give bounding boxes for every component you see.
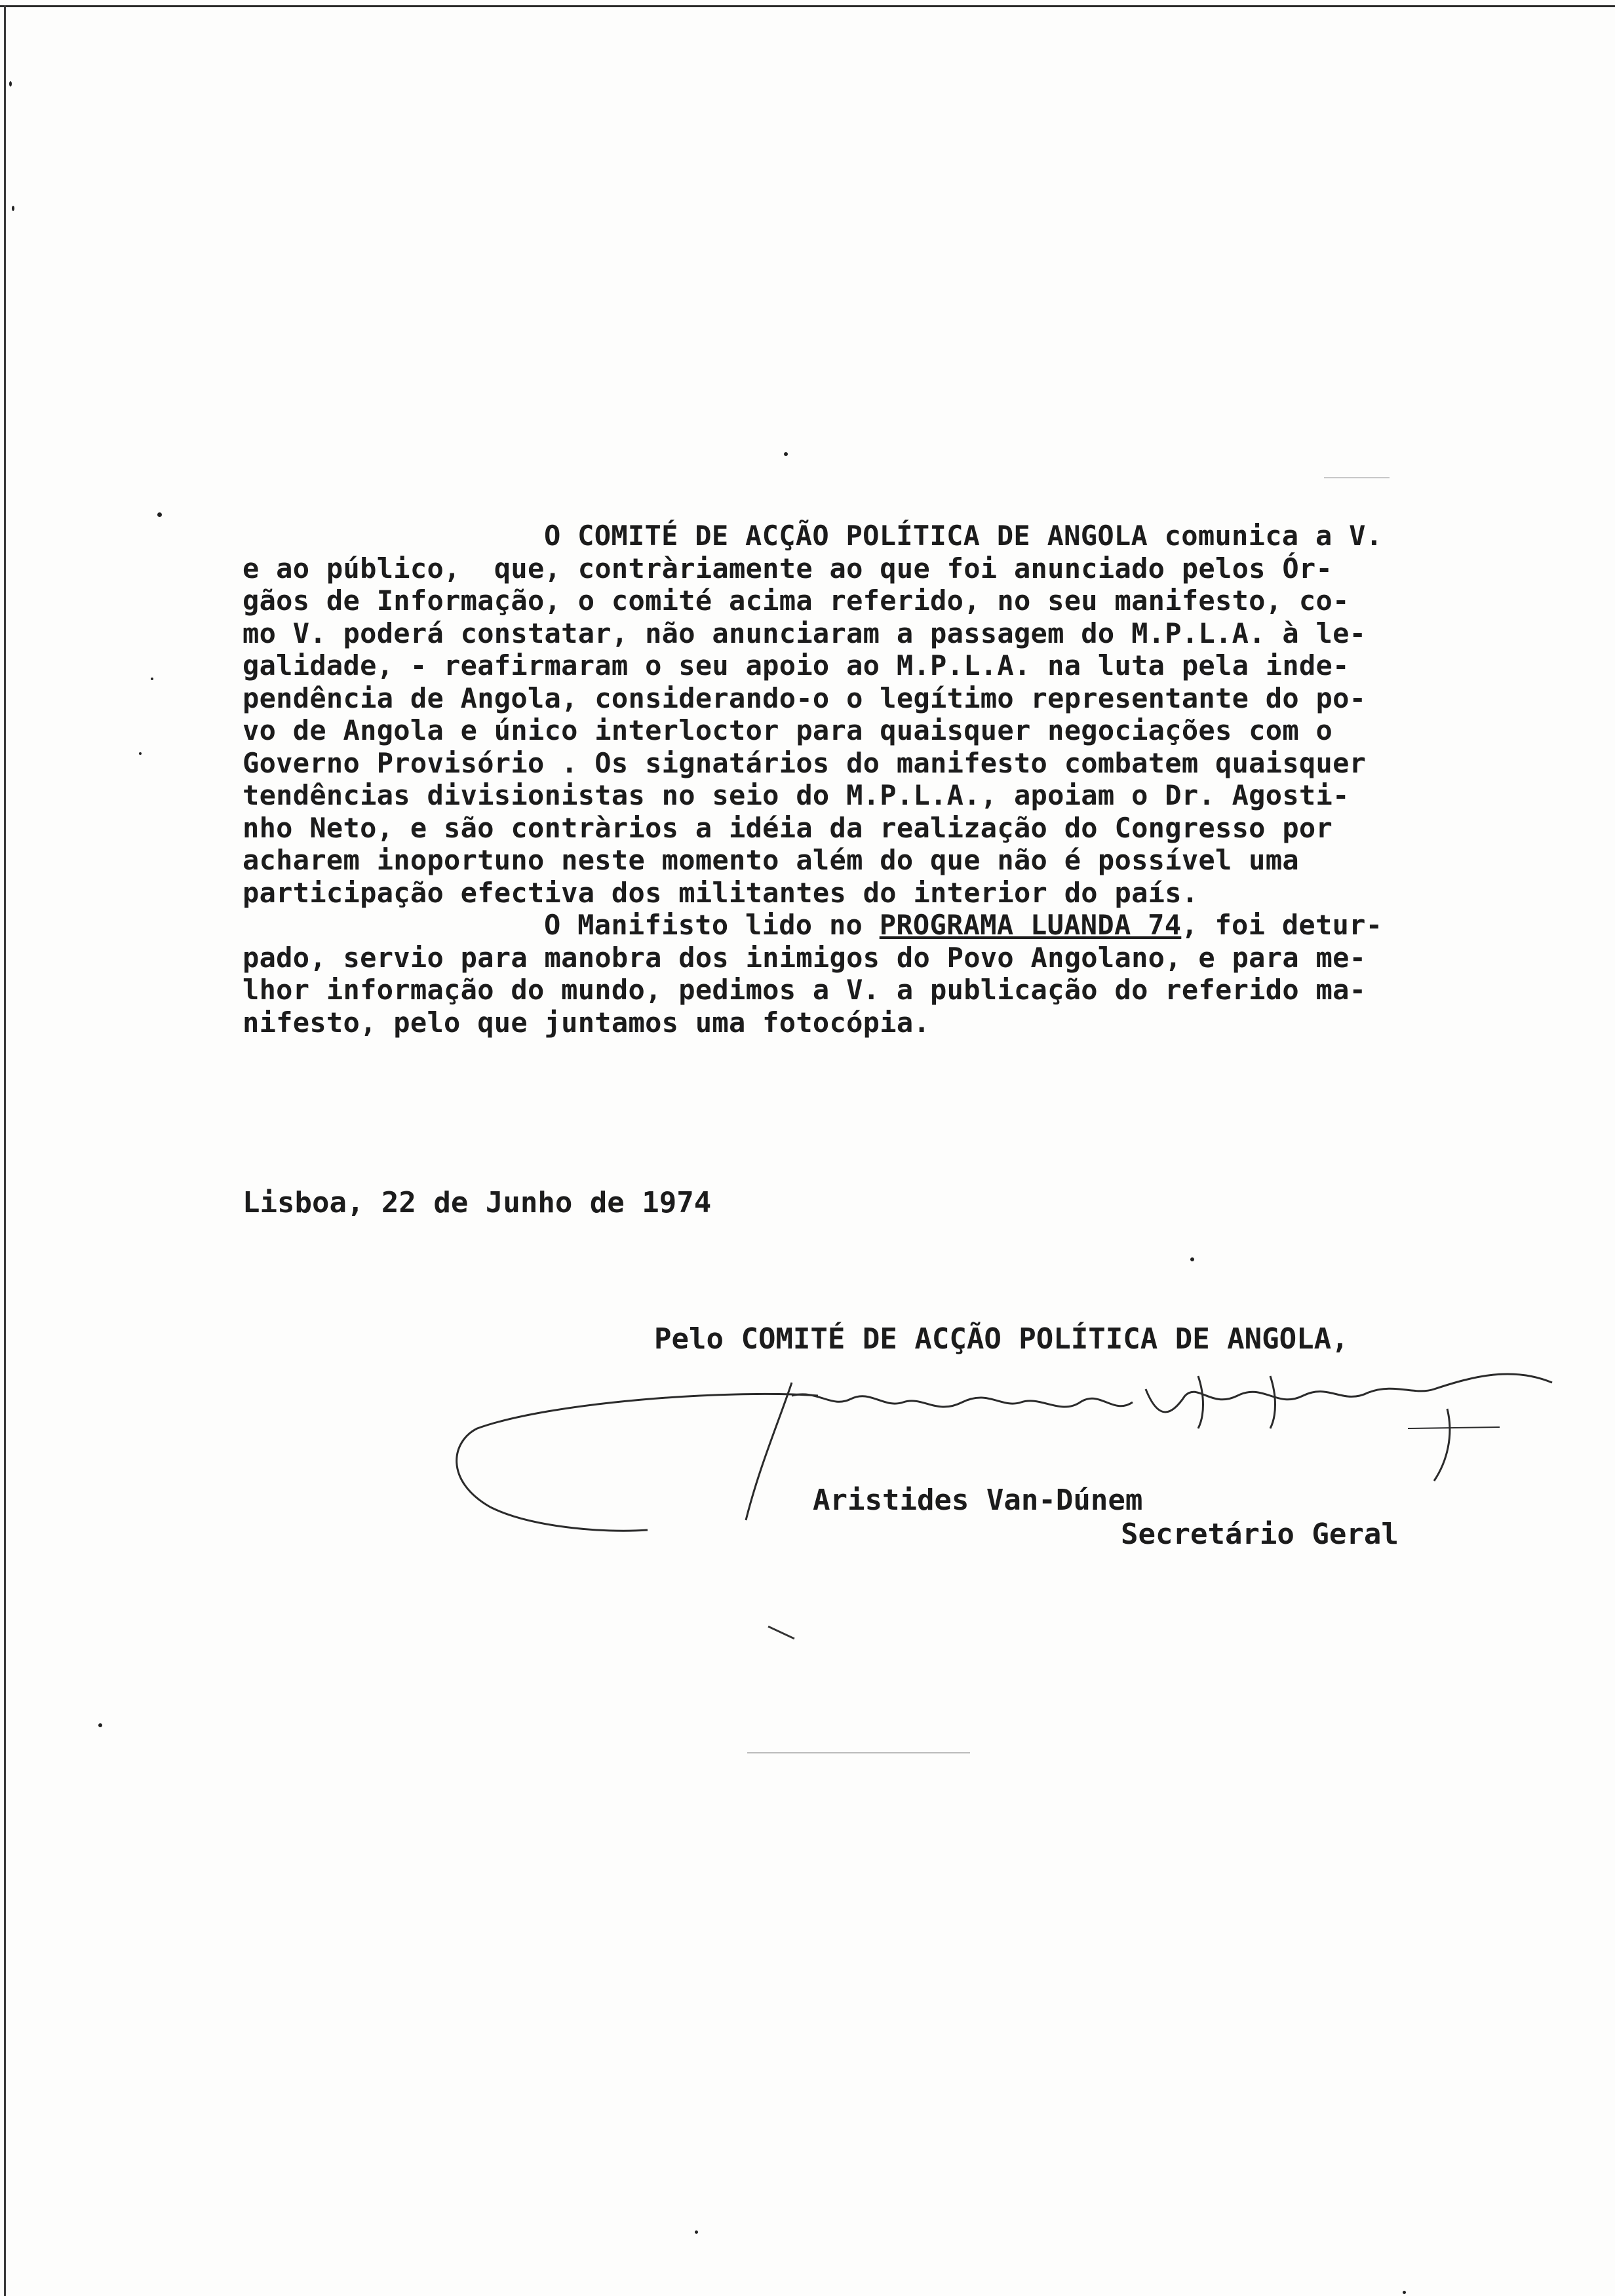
- signatory-title: Secretário Geral: [1121, 1518, 1399, 1551]
- page-left-edge: [4, 5, 6, 2296]
- letter-body: [243, 520, 1606, 1039]
- scan-mark: [1324, 477, 1390, 478]
- paragraph-2-line: nifesto, pelo que juntamos uma fotocópia.: [243, 1006, 931, 1039]
- scan-speck: [98, 1723, 102, 1727]
- scan-speck: [139, 752, 142, 755]
- paragraph-1-line: Governo Provisório . Os signatários do manifesto combatem quaisquer: [243, 746, 1367, 779]
- scan-speck: [784, 452, 788, 456]
- paragraph-2-prefix: O Manifisto lido no: [544, 909, 880, 941]
- page-top-edge: [0, 5, 1615, 7]
- scan-speck: [151, 678, 153, 680]
- paragraph-1-line: pendência de Angola, considerando-o o legítimo representante do po-: [243, 681, 1367, 714]
- scan-speck: [695, 2230, 698, 2234]
- paragraph-2-suffix: , foi detur-: [1181, 909, 1383, 941]
- scan-speck: [9, 81, 12, 86]
- paragraph-2-first-line: [243, 909, 1606, 942]
- paragraph-1-line: O COMITÉ DE ACÇÃO POLÍTICA DE ANGOLA comunica a V.: [544, 520, 1383, 552]
- signature-organization: Pelo COMITÉ DE ACÇÃO POLÍTICA DE ANGOLA,: [654, 1322, 1349, 1356]
- scan-mark: [768, 1626, 794, 1639]
- paragraph-1-line: tendências divisionistas no seio do M.P.L.A., apoiam o Dr. Agosti-: [243, 779, 1350, 811]
- paragraph-2-line: lhor informação do mundo, pedimos a V. a publicação do referido ma-: [243, 974, 1367, 1006]
- scan-speck: [12, 206, 14, 211]
- paragraph-1-line: e ao público, que, contràriamente ao que foi anunciado pelos Ór-: [243, 552, 1333, 584]
- paragraph-1-line: galidade, - reafirmaram o seu apoio ao M.P.L.A. na luta pela inde-: [243, 649, 1350, 681]
- scan-speck: [1403, 2291, 1406, 2294]
- scan-speck: [157, 512, 162, 517]
- scan-speck: [1190, 1257, 1194, 1261]
- paragraph-2-line: pado, servio para manobra dos inimigos do Povo Angolano, e para me-: [243, 941, 1367, 974]
- paragraph-1-line: gãos de Informação, o comité acima referido, no seu manifesto, co-: [243, 584, 1350, 617]
- paragraph-1-line: mo V. poderá constatar, não anunciaram a passagem do M.P.L.A. à le-: [243, 617, 1367, 649]
- letter-date: Lisboa, 22 de Junho de 1974: [243, 1186, 712, 1219]
- signatory-name: Aristides Van-Dúnem: [813, 1483, 1143, 1517]
- scan-mark: [747, 1752, 970, 1753]
- paragraph-1-line: nho Neto, e são contràrios a idéia da realização do Congresso por: [243, 811, 1333, 844]
- paragraph-1-line: vo de Angola e único interloctor para quaisquer negociações com o: [243, 714, 1333, 746]
- paragraph-1-line: participação efectiva dos militantes do interior do país.: [243, 876, 1199, 909]
- program-title: PROGRAMA LUANDA 74: [879, 909, 1182, 941]
- paragraph-1-line: acharem inoportuno neste momento além do que não é possível uma: [243, 844, 1299, 876]
